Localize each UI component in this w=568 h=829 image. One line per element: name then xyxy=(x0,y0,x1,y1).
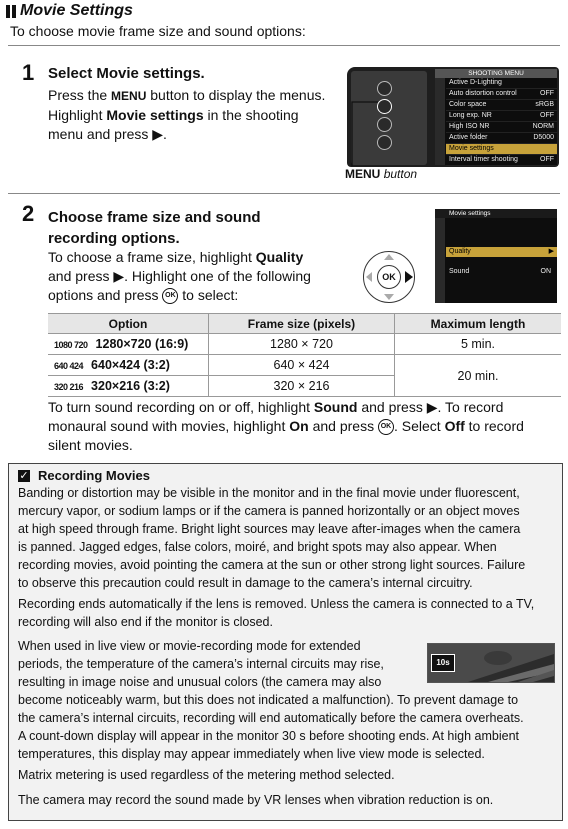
live-view-thumbnail xyxy=(427,643,555,683)
table-header: Option xyxy=(48,314,209,334)
table-row: 1080 720 1280×720 (16:9) 1280 × 720 5 min. xyxy=(48,334,561,355)
page-title: Movie Settings xyxy=(6,2,133,20)
quality-icon: 320 216 xyxy=(54,382,84,392)
note-paragraph: When used in live view or movie-recording mode for extended periods, the temperature of the camera’s internal circuits may rise, resulting in image noise and unusual colors (the camera may also become noticeably warm, but this does not indicated a malfunction). To prevent damage to the camera’s internal circuits, recording will end automatically before the camera overheats. A count-down display will appear in the monitor 30 s before shooting ends. At high ambient temperatures, this display may appear immediately when live view mode is selected. xyxy=(18,639,524,761)
quality-icon: 640 424 xyxy=(54,361,84,371)
ok-button-icon: OK xyxy=(377,265,401,289)
note-paragraph: Matrix metering is used regardless of the metering method selected. xyxy=(18,768,395,782)
ok-button-icon: OK xyxy=(162,288,178,304)
divider xyxy=(8,193,560,194)
step2-title: Choose frame size and sound recording options. xyxy=(48,209,261,247)
countdown-badge: 10s xyxy=(431,654,455,672)
ok-button-icon: OK xyxy=(378,419,394,435)
note-paragraph: Recording ends automatically if the lens is removed. Unless the camera is connected to a TV, recording will also end if the monitor is closed. xyxy=(18,597,535,629)
table-row: 320 216 320×216 (3:2) 320 × 216 xyxy=(48,376,561,397)
menu-button-caption: MENU button xyxy=(345,167,418,181)
table-header: Maximum length xyxy=(395,314,562,334)
step-number-1: 1 xyxy=(22,60,35,85)
page-subtitle: To choose movie frame size and sound options: xyxy=(10,23,306,39)
table-row: 640 424 640×424 (3:2) 640 × 424 20 min. xyxy=(48,355,561,376)
section-marker-icon xyxy=(6,5,16,18)
step1-text: Press the MENU button to display the menus. Highlight Movie settings in the shooting menu and press ▶. xyxy=(48,87,326,142)
movie-settings-menu-screen: Movie settings Quality ▶ Sound ON xyxy=(435,209,557,303)
step2-text: To choose a frame size, highlight Quality and press ▶. Highlight one of the following options and press OK to select: xyxy=(48,249,311,303)
divider xyxy=(8,45,560,46)
step-number-2: 2 xyxy=(22,201,35,226)
checkmark-icon: ✓ xyxy=(19,469,29,482)
quality-icon: 1080 720 xyxy=(54,340,88,350)
step1-title: Select Movie settings. xyxy=(48,65,205,82)
shooting-menu-screen: SHOOTING MENU Active D-Lighting Auto distortion control OFF Color space sRGB Long exp. NR OFF High ISO NR NORM Active folder D5000 Movie settings Interval timer shooting OFF xyxy=(435,69,557,165)
multi-selector-icon xyxy=(363,251,415,303)
note-paragraph: Banding or distortion may be visible in the monitor and in the final movie under fluorescent, mercury vapor, or sodium lamps or if the camera is panned horizontally or an object moves at high speed through frame. Bright light sources may leave after-images when the camera is panned. Jagged edges, false colors, moiré, and bright spots may also appear. When recording movies, avoid pointing the camera at the sun or other strong light sources. Failure to observe this precaution could result in damage to the camera’s internal circuitry. xyxy=(18,486,526,590)
note-heading: ✓ Recording Movies xyxy=(19,468,150,483)
table-header: Frame size (pixels) xyxy=(209,314,395,334)
camera-button-icon xyxy=(377,81,392,96)
note-paragraph: The camera may record the sound made by VR lenses when vibration reduction is on. xyxy=(18,793,494,807)
callout-line xyxy=(340,100,380,170)
sound-instructions: To turn sound recording on or off, highlight Sound and press ▶. To record monaural sound with movies, highlight On and press OK . Select Off to record silent movies. xyxy=(48,399,524,453)
frame-size-table xyxy=(48,313,561,397)
